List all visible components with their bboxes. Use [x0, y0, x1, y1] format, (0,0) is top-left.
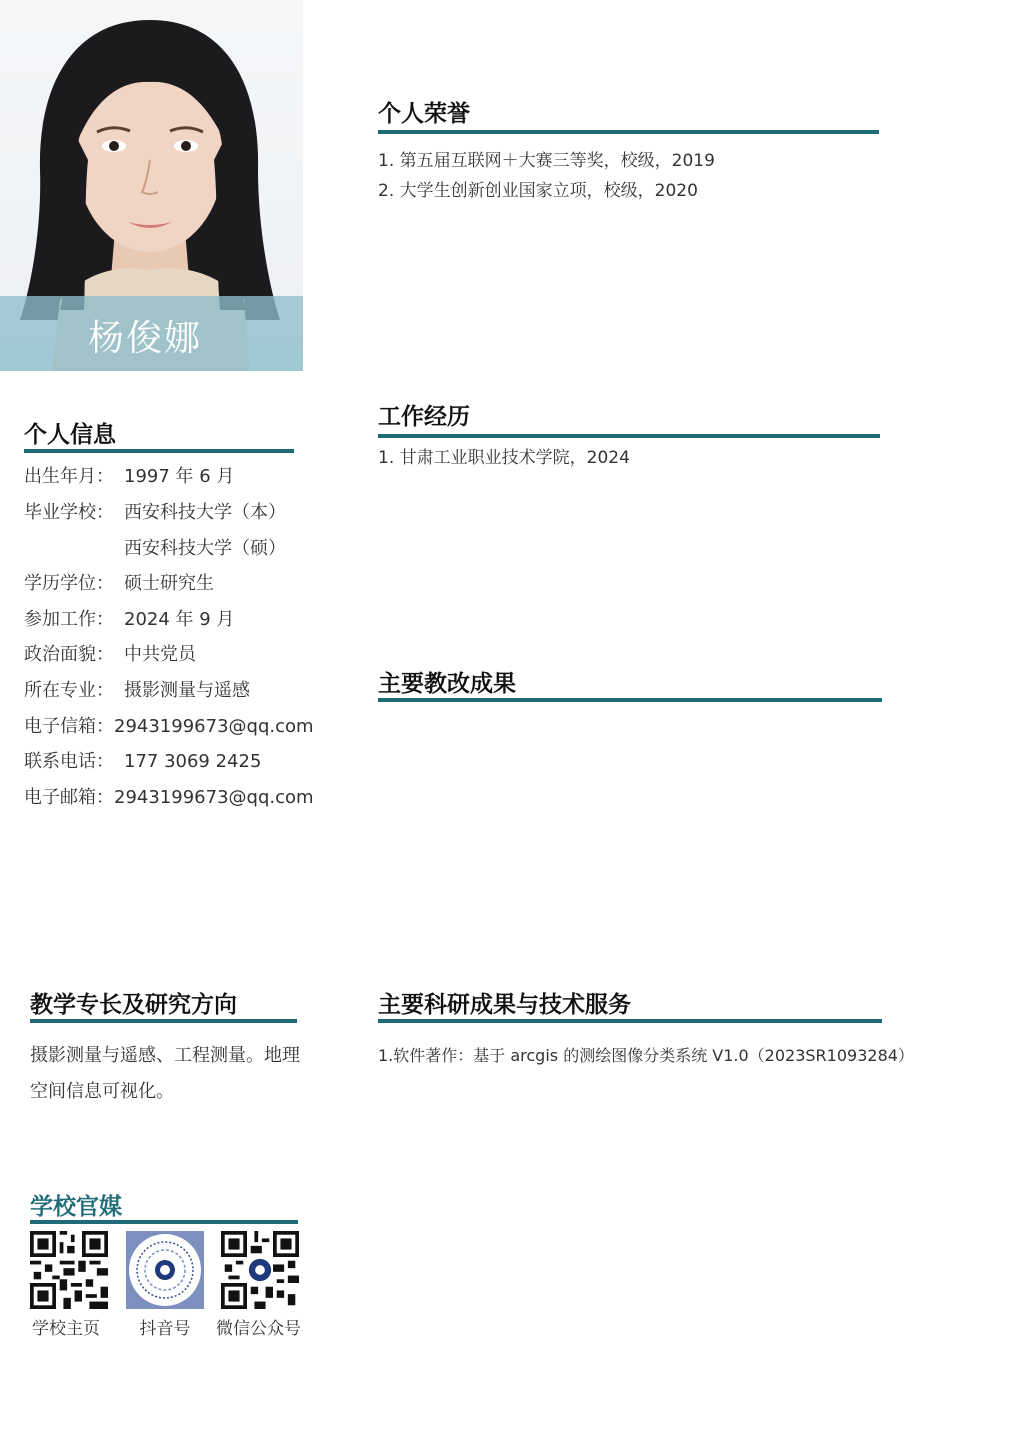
- teaching-reform-rule: [378, 698, 882, 702]
- personal-info-rule: [24, 449, 294, 453]
- info-label: 联系电话：: [24, 751, 114, 772]
- douyin-code-icon[interactable]: [126, 1231, 204, 1309]
- info-row-school: [24, 498, 286, 524]
- teaching-specialty-title: 教学专长及研究方向: [30, 992, 237, 1018]
- school-media-title: 学校官媒: [30, 1194, 122, 1220]
- school-media-rule: [30, 1220, 298, 1224]
- phone-value: 177 3069 2425: [124, 751, 262, 772]
- info-value: 西安科技大学（硕）: [124, 538, 286, 559]
- info-label: 学历学位：: [24, 573, 114, 594]
- work-rule: [378, 434, 880, 438]
- honors-title: 个人荣誉: [378, 101, 470, 127]
- info-label: 所在专业：: [24, 680, 114, 701]
- work-title: 工作经历: [378, 404, 470, 430]
- research-rule: [378, 1019, 882, 1023]
- info-label: 参加工作：: [24, 609, 114, 630]
- list-item: 1. 第五届互联网＋大赛三等奖，校级，2019: [378, 151, 715, 171]
- list-item: 1. 甘肃工业职业技术学院，2024: [378, 448, 630, 468]
- honors-rule: [378, 130, 879, 134]
- info-label: 电子信箱：: [24, 716, 114, 737]
- info-value: 硕士研究生: [124, 573, 214, 594]
- email-link[interactable]: 2943199673@qq.com: [114, 787, 314, 808]
- info-row-email-2: [24, 783, 314, 809]
- person-name: 杨俊娜: [87, 318, 202, 359]
- info-value: 2024 年 9 月: [124, 609, 235, 630]
- media-label-douyin: 抖音号: [139, 1319, 191, 1339]
- research-title: 主要科研成果与技术服务: [378, 992, 631, 1018]
- personal-info-title: 个人信息: [24, 422, 116, 448]
- info-row-major: [24, 676, 250, 702]
- info-value: 1997 年 6 月: [124, 466, 235, 487]
- info-value: 西安科技大学（本）: [124, 502, 286, 523]
- info-row-school-2: [24, 534, 286, 560]
- media-label-wechat: 微信公众号: [216, 1319, 301, 1339]
- info-value: 摄影测量与遥感: [124, 680, 250, 701]
- info-label: 毕业学校：: [24, 502, 114, 523]
- info-row-political: [24, 640, 196, 666]
- info-row-work-start: [24, 605, 234, 631]
- info-row-degree: [24, 569, 214, 595]
- teaching-specialty-text: 摄影测量与遥感、工程测量。地理空间信息可视化。: [30, 1045, 300, 1102]
- info-label: 政治面貌：: [24, 644, 114, 665]
- info-row-email: [24, 712, 314, 738]
- teaching-specialty-rule: [30, 1019, 297, 1023]
- info-label: 出生年月：: [24, 466, 114, 487]
- info-value: 中共党员: [124, 644, 196, 665]
- info-row-phone: [24, 747, 261, 773]
- list-item: 1.软件著作：基于 arcgis 的测绘图像分类系统 V1.0（2023SR1093284）: [378, 1046, 914, 1065]
- list-item: 2. 大学生创新创业国家立项，校级，2020: [378, 181, 698, 201]
- info-label: 电子邮箱：: [24, 787, 114, 808]
- wechat-qr-code-icon[interactable]: [221, 1231, 299, 1309]
- info-row-birth: [24, 462, 234, 488]
- qr-code-icon[interactable]: [30, 1231, 108, 1309]
- media-label-homepage: 学校主页: [32, 1319, 100, 1339]
- teaching-reform-title: 主要教改成果: [378, 671, 516, 697]
- email-link[interactable]: 2943199673@qq.com: [114, 716, 314, 737]
